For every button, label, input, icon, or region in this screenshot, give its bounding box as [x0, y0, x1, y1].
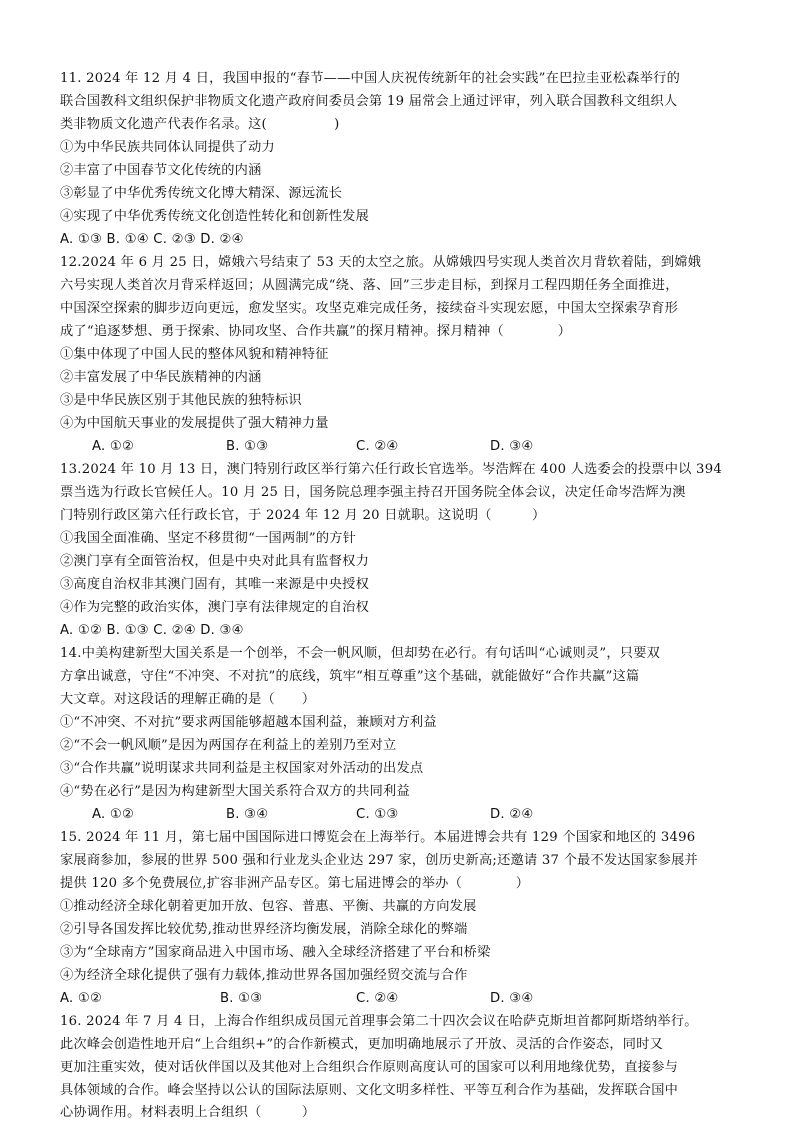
q15-stem-line-2: 家展商参加，参展的世界 500 强和行业龙头企业达 297 家，创历史新高;还邀请 37 个最不发达国家参展并 [60, 853, 698, 868]
q13-statement-3: ③高度自治权非其澳门固有，其唯一来源是中央授权 [60, 577, 370, 592]
q12-option-c: C. ②④ [356, 439, 399, 454]
q14-answer-options [60, 805, 740, 825]
q11-stem-line-2: 联合国教科文组织保护非物质文化遗产政府间委员会第 19 届常会上通过评审，列入联合国教科文组织人 [60, 94, 678, 109]
q12-stem-line-1: 12.2024 年 6 月 25 日，嫦娥六号结束了 53 天的太空之旅。从嫦娥四号实现人类首次月背软着陆，到嫦娥 [60, 255, 702, 270]
q12-statement-3: ③是中华民族区别于其他民族的独特标识 [60, 393, 302, 408]
q12-answer-options [60, 437, 740, 457]
q15-stem-line-1: 15. 2024 年 11 月，第七届中国国际进口博览会在上海举行。本届进博会共有 129 个国家和地区的 3496 [60, 830, 696, 845]
q11-answer-options: A. ①③ B. ①④ C. ②③ D. ②④ [60, 232, 244, 247]
q13-answer-options: A. ①② B. ①③ C. ②④ D. ③④ [60, 623, 244, 638]
q14-statement-3: ③“合作共赢”说明谋求共同利益是主权国家对外活动的出发点 [60, 761, 424, 776]
q12-statement-1: ①集中体现了中国人民的整体风貌和精神特征 [60, 347, 329, 362]
q13-statement-1: ①我国全面准确、坚定不移贯彻“一国两制”的方针 [60, 531, 357, 546]
q14-statement-1: ①“不冲突、不对抗”要求两国能够超越本国利益，兼顾对方利益 [60, 715, 437, 730]
q14-stem-line-2: 方拿出诚意，守住“不冲突、不对抗”的底线，筑牢“相互尊重”这个基础，就能做好“合作共赢”这篇 [60, 669, 640, 684]
q12-option-b: B. ①③ [226, 439, 269, 454]
q11-stem-line-3: 类非物质文化遗产代表作名录。这( ) [60, 117, 340, 132]
q14-option-c: C. ①③ [356, 807, 399, 822]
q14-option-d: D. ②④ [490, 807, 534, 822]
q12-stem-line-4: 成了“追逐梦想、勇于探索、协同攻坚、合作共赢”的探月精神。探月精神（ ） [60, 324, 572, 339]
q11-statement-4: ④实现了中华优秀传统文化创造性转化和创新性发展 [60, 209, 370, 224]
q14-statement-4: ④“势在必行”是因为构建新型大国关系符合双方的共同利益 [60, 784, 410, 799]
q15-statement-3: ③为“全球南方”国家商品进入中国市场、融入全球经济搭建了平台和桥梁 [60, 945, 491, 960]
q13-stem-line-3: 门特别行政区第六任行政长官，于 2024 年 12 月 20 日就职。这说明（ ） [60, 508, 546, 523]
q15-option-a: A. ①② [60, 991, 103, 1006]
q11-statement-3: ③彰显了中华优秀传统文化博大精深、源远流长 [60, 186, 343, 201]
q14-option-b: B. ③④ [226, 807, 269, 822]
q11-stem-line-1: 11. 2024 年 12 月 4 日，我国申报的“春节——中国人庆祝传统新年的社会实践”在巴拉圭亚松森举行的 [60, 71, 681, 86]
q16-stem-line-1: 16. 2024 年 7 月 4 日，上海合作组织成员国元首理事会第二十四次会议在哈萨克斯坦首都阿斯塔纳举行。 [60, 1014, 698, 1029]
q12-stem-line-3: 中国深空探索的脚步迈向更远，愈发坚实。攻坚克难完成任务，接续奋斗实现宏愿，中国太空探索孕育形 [60, 301, 679, 316]
q15-statement-4: ④为经济全球化提供了强有力载体,推动世界各国加强经贸交流与合作 [60, 968, 468, 983]
q15-statement-1: ①推动经济全球化朝着更加开放、包容、普惠、平衡、共赢的方向发展 [60, 899, 477, 914]
q14-stem-line-1: 14.中美构建新型大国关系是一个创举，不会一帆风顺，但却势在必行。有句话叫“心诚则灵”，只要双 [60, 646, 661, 661]
q14-option-a: A. ①② [92, 807, 135, 822]
q16-stem-line-3: 更加注重实效，使对话伙伴国以及其他对上合组织合作原则高度认可的国家可以利用地缘优势，直接参与 [60, 1060, 679, 1075]
q12-stem-line-2: 六号实现人类首次月背采样返回；从圆满完成“绕、落、回”三步走目标，到探月工程四期任务全面推进， [60, 278, 679, 293]
q13-statement-4: ④作为完整的政治实体，澳门享有法律规定的自治权 [60, 600, 370, 615]
q12-statement-4: ④为中国航天事业的发展提供了强大精神力量 [60, 416, 329, 431]
q16-stem-line-5: 心协调作用。材料表明上合组织（ ） [60, 1105, 316, 1120]
q13-statement-2: ②澳门享有全面管治权，但是中央对此具有监督权力 [60, 554, 370, 569]
q15-stem-line-3: 提供 120 多个免费展位,扩容非洲产品专区。第七届进博会的举办（ ） [60, 876, 530, 891]
q15-option-d: D. ③④ [490, 991, 534, 1006]
q11-statement-2: ②丰富了中国春节文化传统的内涵 [60, 163, 262, 178]
q12-statement-2: ②丰富发展了中华民族精神的内涵 [60, 370, 262, 385]
q14-statement-2: ②“不会一帆风顺”是因为两国存在利益上的差别乃至对立 [60, 738, 397, 753]
q15-statement-2: ②引导各国发挥比较优势,推动世界经济均衡发展，消除全球化的弊端 [60, 922, 468, 937]
q15-answer-options [60, 989, 740, 1009]
q15-option-c: C. ②④ [356, 991, 399, 1006]
q12-option-a: A. ①② [92, 439, 135, 454]
q16-stem-line-4: 具体领域的合作。峰会坚持以公认的国际法原则、文化文明多样性、平等互利合作为基础，发挥联合国中 [60, 1083, 679, 1098]
q11-statement-1: ①为中华民族共同体认同提供了动力 [60, 140, 275, 155]
q16-stem-line-2: 此次峰会创造性地开启“上合组织+”的合作新模式，更加明确地展示了开放、灵活的合作姿态，同时又 [60, 1037, 664, 1052]
q13-stem-line-2: 票当选为行政长官候任人。10 月 25 日，国务院总理李强主持召开国务院全体会议，决定任命岑浩辉为澳 [60, 485, 686, 500]
q13-stem-line-1: 13.2024 年 10 月 13 日，澳门特别行政区举行第六任行政长官选举。岑浩辉在 400 人选委会的投票中以 394 [60, 462, 722, 477]
q15-option-b: B. ①③ [220, 991, 263, 1006]
q14-stem-line-3: 大文章。对这段话的理解正确的是（ ） [60, 692, 316, 707]
q12-option-d: D. ③④ [490, 439, 534, 454]
